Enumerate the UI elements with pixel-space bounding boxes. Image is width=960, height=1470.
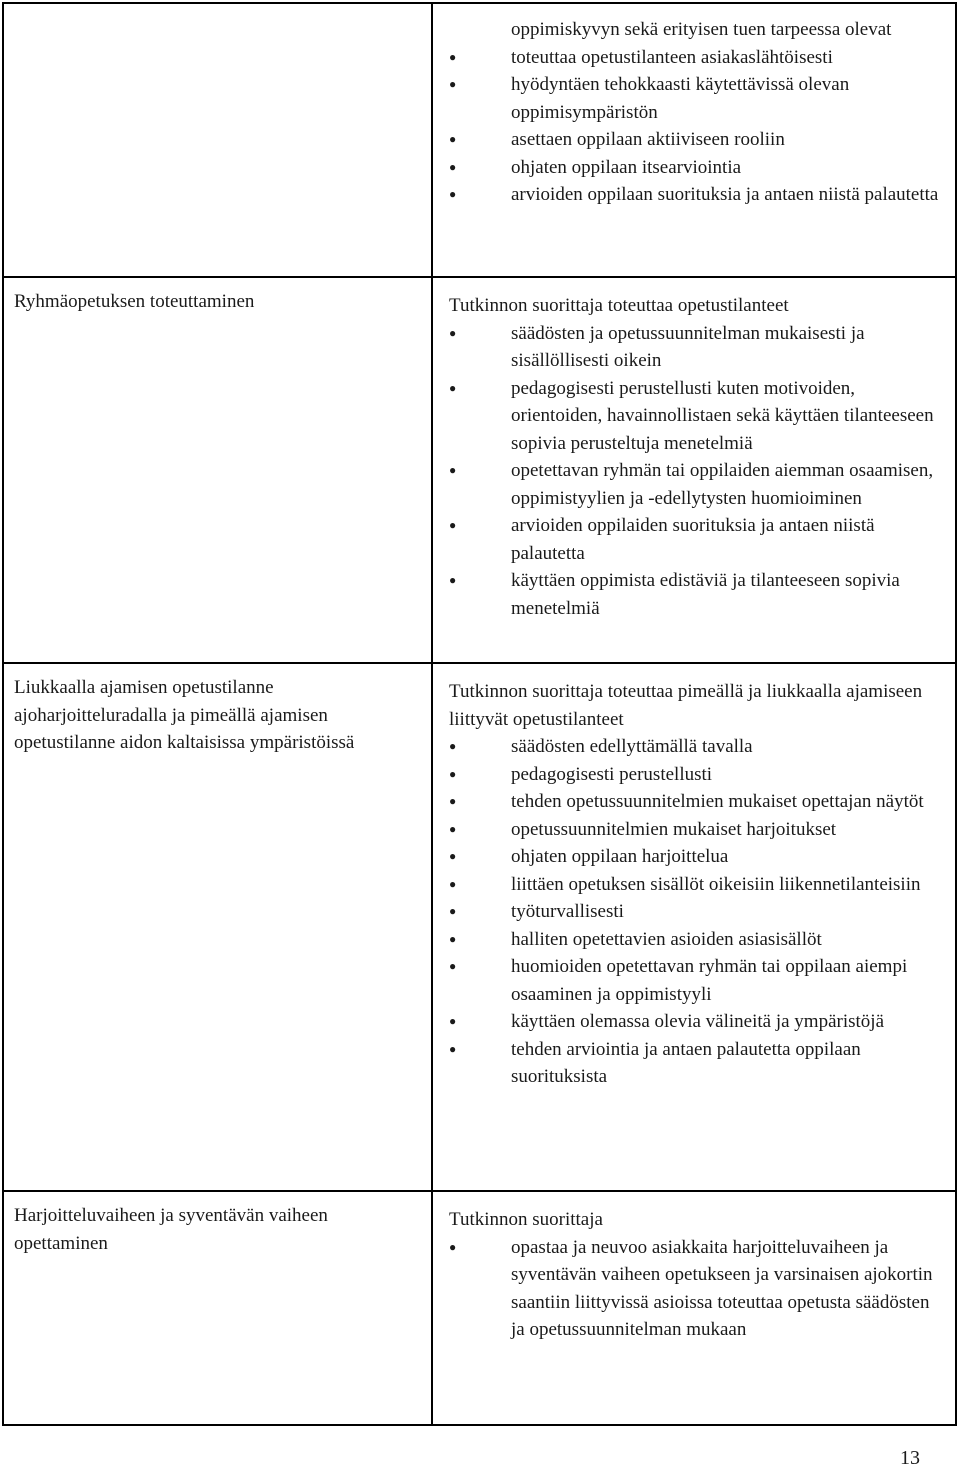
list-item: ● arvioiden oppilaiden suorituksia ja antaen niistä palautetta — [449, 512, 945, 567]
table-row — [3, 663, 956, 1191]
criteria-cell — [432, 1191, 956, 1425]
topic-cell — [3, 3, 432, 277]
list-item: ● säädösten edellyttämällä tavalla — [449, 733, 945, 761]
list-item: ● työturvallisesti — [449, 898, 945, 926]
list-item: ● pedagogisesti perustellusti — [449, 761, 945, 789]
criteria-intro: Tutkinnon suorittaja toteuttaa opetustilanteet — [449, 295, 789, 316]
list-item: ● pedagogisesti perustellusti kuten motivoiden, orientoiden, havainnollistaen sekä käyttäen tilanteeseen sopivia perusteltuja menetelmiä — [449, 375, 945, 458]
page-number: 13 — [900, 1447, 920, 1469]
criteria-intro: Tutkinnon suorittaja — [449, 1209, 603, 1230]
list-item: ● opastaa ja neuvoo asiakkaita harjoitteluvaiheen ja syventävän vaiheen opetukseen ja varsinaisen ajokortin saantiin liittyvissä asioissa toteuttaa opetusta säädösten ja opetussuunnitelman mukaan — [449, 1234, 945, 1344]
list-item: ● arvioiden oppilaan suorituksia ja antaen niistä palautetta — [449, 181, 945, 209]
list-item: ● ohjaten oppilaan itsearviointia — [449, 154, 945, 182]
list-item: oppimiskyvyn sekä erityisen tuen tarpeessa olevat — [511, 19, 892, 40]
criteria-intro: Tutkinnon suorittaja toteuttaa pimeällä ja liukkaalla ajamiseen liittyvät opetustilanteet — [449, 681, 923, 730]
list-item: ● huomioiden opetettavan ryhmän tai oppilaan aiempi osaaminen ja oppimistyyli — [449, 953, 945, 1008]
topic-cell: Ryhmäopetuksen toteuttaminen — [3, 277, 432, 663]
table-row — [3, 1191, 956, 1425]
table-row — [3, 277, 956, 663]
list-item: ● toteuttaa opetustilanteen asiakaslähtöisesti — [449, 44, 945, 72]
list-item: ● opetussuunnitelmien mukaiset harjoitukset — [449, 816, 945, 844]
list-item: ● käyttäen olemassa olevia välineitä ja ympäristöjä — [449, 1008, 945, 1036]
table-row — [3, 3, 956, 277]
topic-cell: Harjoitteluvaiheen ja syventävän vaiheen opettaminen — [3, 1191, 432, 1425]
list-item: ● liittäen opetuksen sisällöt oikeisiin liikennetilanteisiin — [449, 871, 945, 899]
list-item: ● asettaen oppilaan aktiiviseen rooliin — [449, 126, 945, 154]
criteria-cell — [432, 277, 956, 663]
list-item: ● käyttäen oppimista edistäviä ja tilanteeseen sopivia menetelmiä — [449, 567, 945, 622]
list-item: ● halliten opetettavien asioiden asiasisällöt — [449, 926, 945, 954]
list-item: ● tehden opetussuunnitelmien mukaiset opettajan näytöt — [449, 788, 945, 816]
list-item: ● ohjaten oppilaan harjoittelua — [449, 843, 945, 871]
topic-cell: Liukkaalla ajamisen opetustilanne ajoharjoitteluradalla ja pimeällä ajamisen opetustilanne aidon kaltaisissa ympäristöissä — [3, 663, 432, 1191]
list-item: ● säädösten ja opetussuunnitelman mukaisesti ja sisällöllisesti oikein — [449, 320, 945, 375]
list-item: ● tehden arviointia ja antaen palautetta oppilaan suorituksista — [449, 1036, 945, 1091]
list-item: ● hyödyntäen tehokkaasti käytettävissä olevan oppimisympäristön — [449, 71, 945, 126]
list-item: ● opetettavan ryhmän tai oppilaiden aiemman osaamisen, oppimistyylien ja -edellytysten huomioiminen — [449, 457, 945, 512]
criteria-cell — [432, 3, 956, 277]
criteria-cell — [432, 663, 956, 1191]
criteria-table — [2, 2, 957, 1426]
